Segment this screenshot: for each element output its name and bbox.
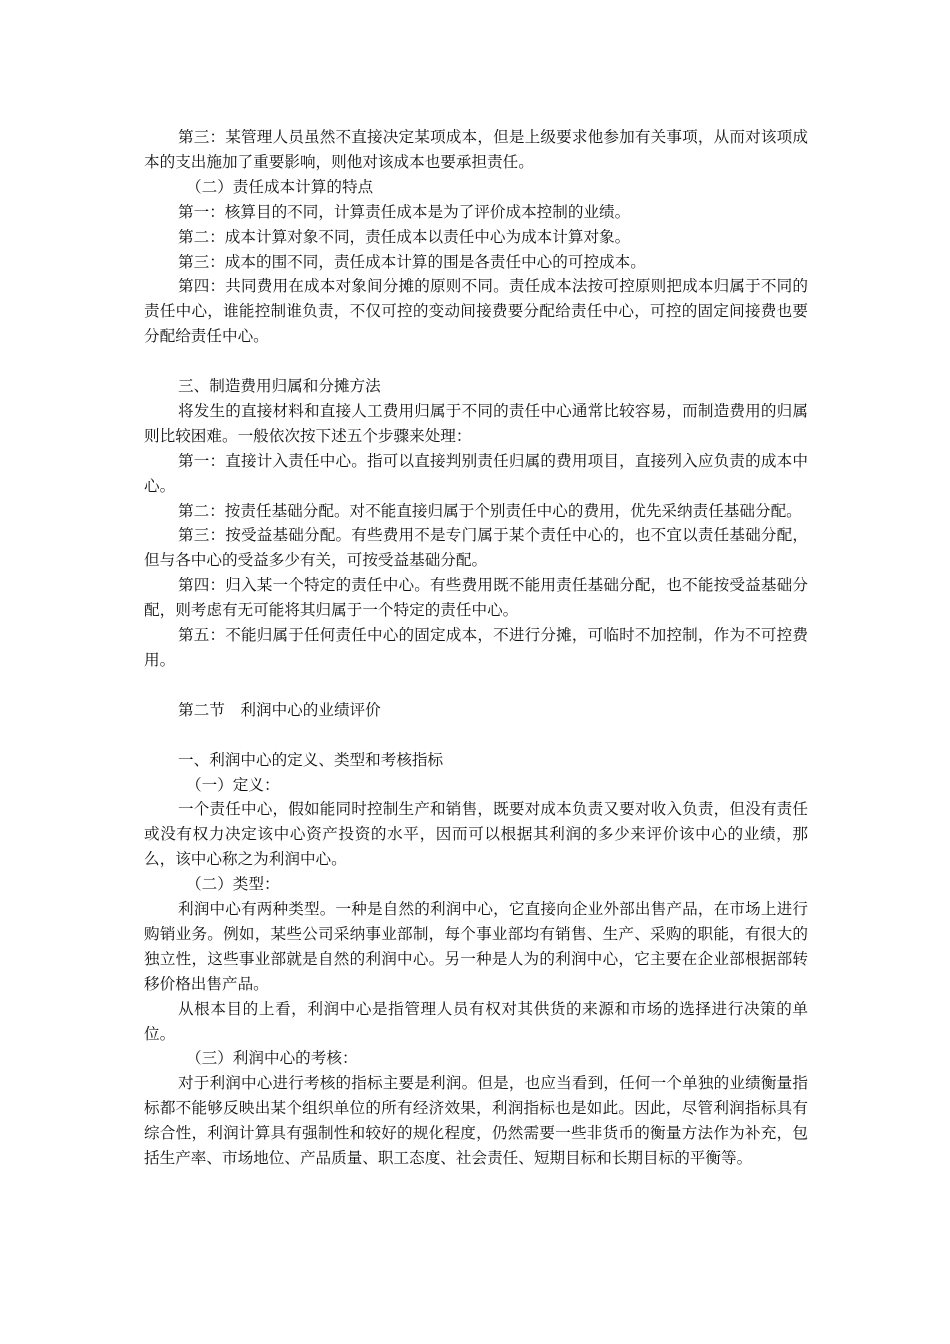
- paragraph: 对于利润中心进行考核的指标主要是利润。但是，也应当看到，任何一个单独的业绩衡量指标都不能够反映出某个组织单位的所有经济效果，利润指标也是如此。因此，尽管利润指标具有综合性，利润计算具有强制性和较好的规化程度，仍然需要一些非货币的衡量方法作为补充，包括生产率、市场地位、产品质量、职工态度、社会责任、短期目标和长期目标的平衡等。: [144, 1074, 808, 1168]
- paragraph: （二）类型：: [186, 875, 280, 894]
- paragraph-spacer: [144, 673, 808, 698]
- paragraph: 三、制造费用归属和分摊方法: [178, 377, 381, 396]
- paragraph: 第一：直接计入责任中心。指可以直接判别责任归属的费用项目，直接列入应负责的成本中心。: [144, 451, 808, 495]
- paragraph: 第二：按责任基础分配。对不能直接归属于个别责任中心的费用，优先采纳责任基础分配。: [178, 501, 802, 520]
- paragraph: 从根本目的上看，利润中心是指管理人员有权对其供货的来源和市场的选择进行决策的单位。: [144, 999, 808, 1043]
- paragraph: 第四：归入某一个特定的责任中心。有些费用既不能用责任基础分配，也不能按受益基础分配，则考虑有无可能将其归属于一个特定的责任中心。: [144, 576, 808, 620]
- document-body: [144, 125, 808, 1171]
- paragraph: 第三：某管理人员虽然不直接决定某项成本，但是上级要求他参加有关事项，从而对该项成本的支出施加了重要影响，则他对该成本也要承担责任。: [144, 128, 808, 171]
- paragraph: 第四：共同费用在成本对象间分摊的原则不同。责任成本法按可控原则把成本归属于不同的责任中心，谁能控制谁负责，不仅可控的变动间接费要分配给责任中心，可控的固定间接费也要分配给责任中心。: [144, 277, 808, 346]
- paragraph: 第二：成本计算对象不同，责任成本以责任中心为成本计算对象。: [178, 227, 631, 246]
- paragraph: 一、利润中心的定义、类型和考核指标: [178, 750, 444, 769]
- paragraph: （三）利润中心的考核：: [186, 1049, 358, 1068]
- paragraph: （一）定义：: [186, 775, 280, 794]
- paragraph: 一个责任中心，假如能同时控制生产和销售，既要对成本负责又要对收入负责，但没有责任或没有权力决定该中心资产投资的水平，因而可以根据其利润的多少来评价该中心的业绩，那么，该中心称之为利润中心。: [144, 800, 808, 869]
- paragraph: 第二节 利润中心的业绩评价: [178, 700, 381, 719]
- paragraph: （二）责任成本计算的特点: [186, 177, 374, 196]
- paragraph: 第三：成本的围不同，责任成本计算的围是各责任中心的可控成本。: [178, 252, 646, 271]
- paragraph: 将发生的直接材料和直接人工费用归属于不同的责任中心通常比较容易，而制造费用的归属则比较困难。一般依次按下述五个步骤来处理：: [144, 401, 808, 445]
- paragraph-spacer: [144, 723, 808, 748]
- paragraph: 利润中心有两种类型。一种是自然的利润中心，它直接向企业外部出售产品，在市场上进行购销业务。例如，某些公司采纳事业部制，每个事业部均有销售、生产、采购的职能，有很大的独立性，这些事业部就是自然的利润中心。另一种是人为的利润中心，它主要在企业部根据部转移价格出售产品。: [144, 900, 808, 993]
- paragraph: 第三：按受益基础分配。有些费用不是专门属于某个责任中心的，也不宜以责任基础分配，但与各中心的受益多少有关，可按受益基础分配。: [144, 526, 808, 570]
- paragraph-spacer: [144, 349, 808, 374]
- paragraph: 第五：不能归属于任何责任中心的固定成本，不进行分摊，可临时不加控制，作为不可控费用。: [144, 626, 808, 670]
- paragraph: 第一：核算目的不同，计算责任成本是为了评价成本控制的业绩。: [178, 202, 631, 221]
